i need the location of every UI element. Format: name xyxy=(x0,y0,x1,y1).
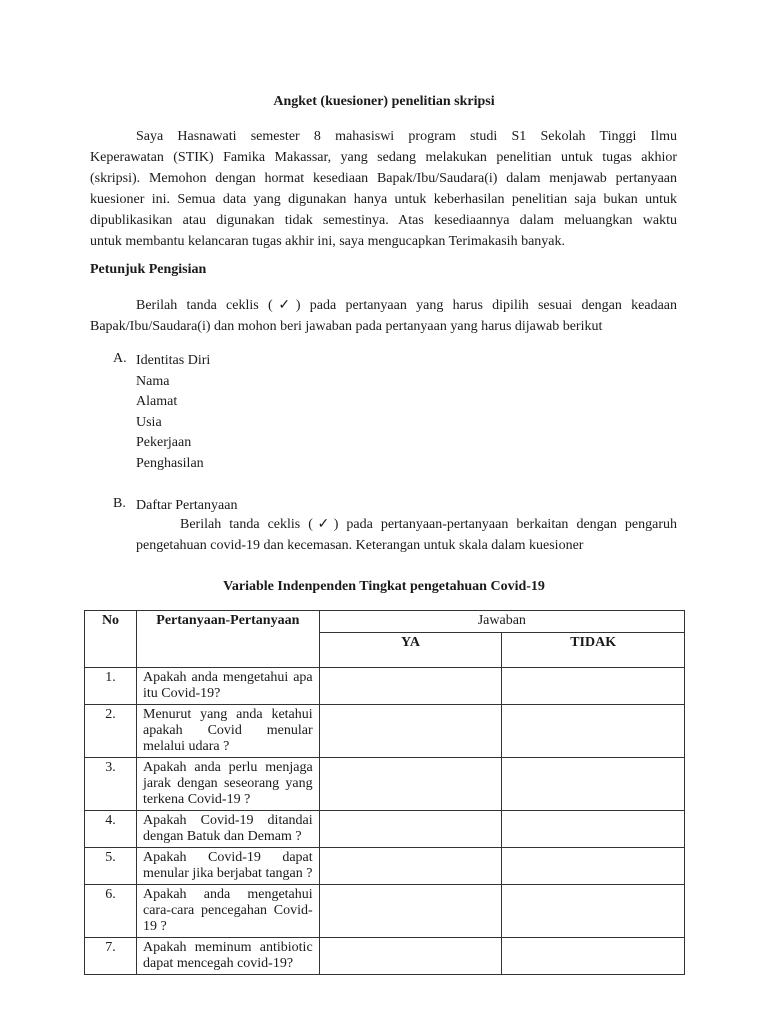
document-title: Angket (kuesioner) penelitian skripsi xyxy=(273,94,495,109)
intro-line: untuk membantu kelancaran tugas akhir ini, saya mengucapkan Terimakasih banyak. xyxy=(90,234,565,249)
row-number: 1. xyxy=(85,668,137,705)
table-row xyxy=(85,938,685,975)
column-header-no-answer: TIDAK xyxy=(502,633,685,668)
section-b-title: Daftar Pertanyaan xyxy=(136,498,238,513)
row-question: Apakah meminum antibiotic dapat mencegah covid-19? xyxy=(137,938,320,975)
row-number: 3. xyxy=(85,758,137,811)
questionnaire-table xyxy=(84,610,685,975)
instructions-line: Bapak/Ibu/Saudara(i) dan mohon beri jawaban pada pertanyaan yang harus dijawab berikut xyxy=(90,319,603,334)
column-header-answer: Jawaban xyxy=(319,611,684,633)
column-header-question: Pertanyaan-Pertanyaan xyxy=(137,611,320,668)
answer-no-cell[interactable] xyxy=(502,705,685,758)
identity-field-label: Usia xyxy=(136,414,162,430)
section-b-letter: B. xyxy=(113,496,126,511)
answer-no-cell[interactable] xyxy=(502,848,685,885)
row-question: Apakah anda mengetahui apa itu Covid-19? xyxy=(137,668,320,705)
answer-no-cell[interactable] xyxy=(502,668,685,705)
answer-yes-cell[interactable] xyxy=(319,848,502,885)
answer-yes-cell[interactable] xyxy=(319,758,502,811)
instructions-line: Berilah tanda ceklis (✓) pada pertanyaan yang harus dipilih sesuai dengan keadaan xyxy=(136,298,677,313)
row-number: 6. xyxy=(85,885,137,938)
section-a-letter: A. xyxy=(113,351,127,366)
section-b-line: pengetahuan covid-19 dan kecemasan. Keterangan untuk skala dalam kuesioner xyxy=(136,538,584,553)
identity-field-label: Penghasilan xyxy=(136,455,204,471)
table-row xyxy=(85,811,685,848)
row-question: Apakah anda mengetahui cara-cara pencegahan Covid-19 ? xyxy=(137,885,320,938)
intro-paragraph xyxy=(90,126,677,252)
table-row xyxy=(85,705,685,758)
table-row xyxy=(85,758,685,811)
table-row xyxy=(85,668,685,705)
section-a-list xyxy=(136,351,210,474)
intro-line: Keperawatan (STIK) Famika Makassar, yang sedang melakukan penelitian untuk tugas akhior xyxy=(90,150,677,165)
instructions-paragraph xyxy=(90,295,677,337)
answer-yes-cell[interactable] xyxy=(319,885,502,938)
table-title: Variable Indenpenden Tingkat pengetahuan Covid-19 xyxy=(223,579,545,594)
table-row xyxy=(85,885,685,938)
row-question: Apakah Covid-19 dapat menular jika berjabat tangan ? xyxy=(137,848,320,885)
answer-no-cell[interactable] xyxy=(502,811,685,848)
answer-yes-cell[interactable] xyxy=(319,705,502,758)
answer-yes-cell[interactable] xyxy=(319,811,502,848)
section-b-line: Berilah tanda ceklis (✓) pada pertanyaan-pertanyaan berkaitan dengan pengaruh xyxy=(180,517,677,532)
answer-no-cell[interactable] xyxy=(502,885,685,938)
intro-line: Saya Hasnawati semester 8 mahasiswi program studi S1 Sekolah Tinggi Ilmu xyxy=(136,129,677,144)
identity-field-label: Nama xyxy=(136,373,170,389)
row-question: Apakah anda perlu menjaga jarak dengan seseorang yang terkena Covid-19 ? xyxy=(137,758,320,811)
instructions-heading: Petunjuk Pengisian xyxy=(90,262,207,277)
identity-field-label: Alamat xyxy=(136,394,178,409)
section-b-paragraph xyxy=(136,514,677,556)
row-question: Menurut yang anda ketahui apakah Covid menular melalui udara ? xyxy=(137,705,320,758)
column-header-yes: YA xyxy=(319,633,502,668)
row-number: 4. xyxy=(85,811,137,848)
row-number: 5. xyxy=(85,848,137,885)
intro-line: kuesioner ini. Semua data yang digunakan hanya untuk keberhasilan penelitian saja bukan untuk xyxy=(90,192,677,207)
row-question: Apakah Covid-19 ditandai dengan Batuk dan Demam ? xyxy=(137,811,320,848)
intro-line: dipublikasikan atau digunakan tidak semestinya. Atas kesediaannya dalam meluangkan waktu xyxy=(90,213,677,228)
answer-no-cell[interactable] xyxy=(502,758,685,811)
intro-line: (skripsi). Memohon dengan hormat kesediaan Bapak/Ibu/Saudara(i) dalam menjawab pertanyaan xyxy=(90,171,677,186)
answer-yes-cell[interactable] xyxy=(319,668,502,705)
table-row xyxy=(85,848,685,885)
column-header-no: No xyxy=(85,611,137,668)
answer-yes-cell[interactable] xyxy=(319,938,502,975)
row-number: 2. xyxy=(85,705,137,758)
row-number: 7. xyxy=(85,938,137,975)
section-a-title: Identitas Diri xyxy=(136,353,211,368)
table-header-row xyxy=(85,611,685,633)
answer-no-cell[interactable] xyxy=(502,938,685,975)
identity-field-label: Pekerjaan xyxy=(136,435,192,450)
